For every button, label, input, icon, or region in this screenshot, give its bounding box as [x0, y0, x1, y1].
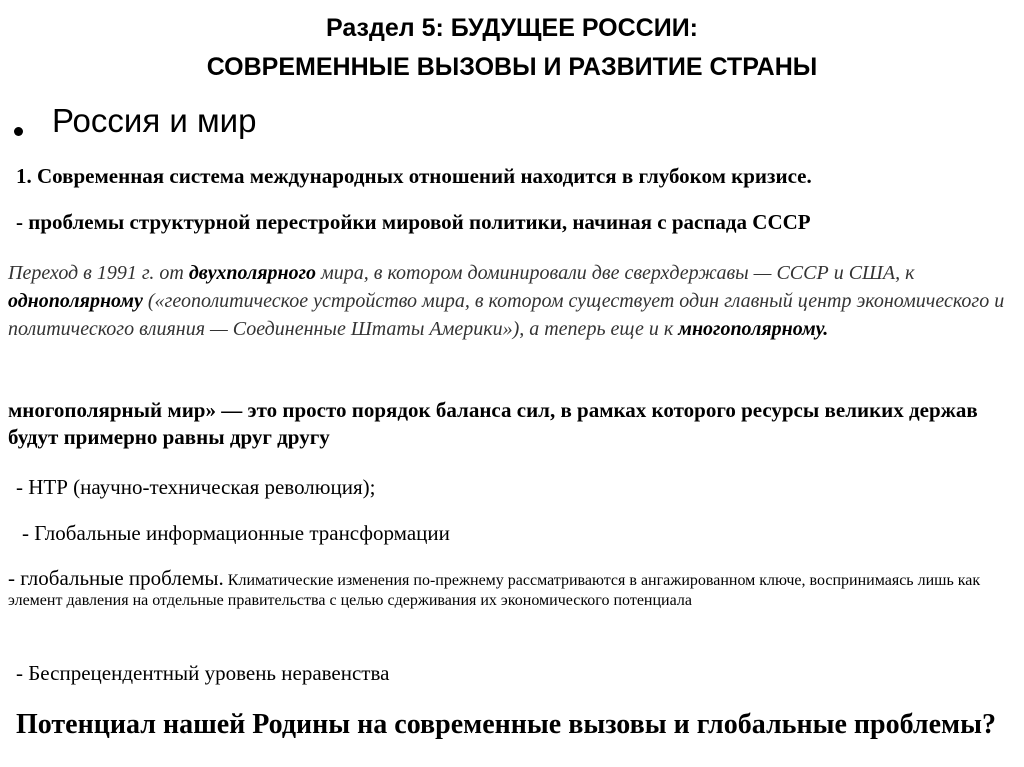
global-problems-title: - глобальные проблемы. [8, 566, 224, 590]
global-problems-body: Климатические изменения по-прежнему рассматриваются в ангажированном ключе, воспринимаясь лишь как элемент давления на отдельные правительства с целью сдерживания их экономического потенциала [8, 572, 981, 609]
closing-question: Потенциал нашей Родины на современные вызовы и глобальные проблемы? [16, 709, 996, 740]
item-ntr: - НТР (научно-техническая революция); [16, 475, 376, 499]
transition-paragraph [8, 259, 1008, 343]
item-inequality: - Беспрецендентный уровень неравенства [16, 661, 390, 685]
bullet-icon [14, 127, 23, 136]
point-1: 1. Современная система международных отношений находится в глубоком кризисе. [16, 164, 812, 188]
bipolar-term: двухполярного [188, 262, 316, 284]
page-title-line1: Раздел 5: БУДУЩЕЕ РОССИИ: [326, 14, 698, 42]
transition-text-3: («геополитическое устройство мира, в котором существует один главный центр экономического и политического влияния — Соединенные Штаты Америки»), а теперь еще и к [8, 290, 1005, 340]
multipolar-definition: многополярный мир» — это просто порядок баланса сил, в рамках которого ресурсы великих держав будут примерно равны друг другу [8, 398, 978, 449]
transition-text-2: мира, в котором доминировали две сверхдержавы — СССР и США, к [316, 262, 915, 284]
unipolar-term: однополярному [8, 290, 143, 312]
item-global-problems [8, 568, 1008, 611]
problem-structural: - проблемы структурной перестройки мировой политики, начиная с распада СССР [16, 210, 811, 234]
page-title-line2: СОВРЕМЕННЫЕ ВЫЗОВЫ И РАЗВИТИЕ СТРАНЫ [206, 53, 818, 81]
transition-text-1: Переход в 1991 г. от [8, 262, 189, 284]
multipolar-term: многополярному. [678, 318, 829, 340]
section-heading: Россия и мир [52, 102, 257, 139]
item-info-transformations: - Глобальные информационные трансформации [22, 521, 450, 545]
